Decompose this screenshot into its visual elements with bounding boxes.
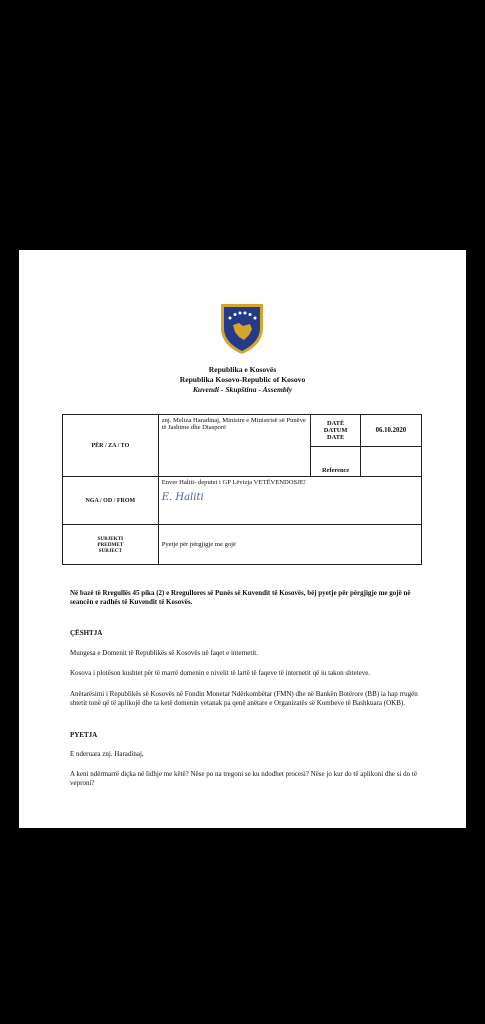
date-label-2: DATUM [323, 427, 348, 434]
date-label-1: DATË [326, 420, 345, 427]
section1-paragraph-3: Anëtarësimi i Republikës së Kosovës në Fondin Monetar Ndërkombëtar (FMN) dhe në Bankën Botërore (BB) ia hap rrugën shtetit tonë që të aplikojë dhe ta ketë domenin vetanak pa qenë anëtare e Organizatës së Kombeve të Bashkuara (OKB). [70, 690, 418, 707]
subject-label-2: PREDMET [97, 541, 124, 548]
section2-paragraph-1: E nderuara znj. Haradinaj, [70, 750, 144, 758]
kosovo-emblem-icon [219, 302, 265, 356]
section1-paragraph-2: Kosova i plotëson kushtet për të marrë domenin e nivelit të lartë të faqeve të internetit që iu takon shteteve. [70, 669, 371, 677]
header-line-3: Kuvendi - Skupština - Assembly [192, 385, 293, 394]
header-line-2: Republika Kosovo-Republic of Kosovo [179, 375, 306, 384]
section-heading-ceshtja: ÇËSHTJA [70, 629, 103, 637]
section-heading-pyetja: PYETJA [70, 731, 98, 739]
meta-table [62, 414, 422, 565]
from-value: Enver Haliti- deputet i GP Lëvizja VETËVENDOSJE! [161, 479, 306, 486]
subject-label-1: SUBJEKTI [97, 535, 124, 542]
header-line-1: Republika e Kosovës [208, 365, 277, 374]
document-page [19, 250, 466, 828]
section1-paragraph-1: Mungesa e Domenit të Republikës së Kosovës në faqet e internetit. [70, 649, 258, 657]
subject-label [63, 525, 159, 565]
to-value: znj. Meliza Haradinaj, Ministre e Ministrisë së Punëve të Jashtme dhe Diasporë [158, 415, 311, 477]
reference-value [360, 447, 421, 477]
date-label-3: DATE [326, 434, 345, 441]
signature: E. Haliti [161, 492, 204, 503]
from-label: NGA / OD / FROM [63, 477, 159, 525]
subject-label-3: SUBJECT [98, 547, 123, 554]
reference-label: Reference [311, 447, 360, 477]
intro-paragraph: Në bazë të Rregullës 45 pika (2) e Rregullores së Punës së Kuvendit të Kosovës, bëj pyetje për përgjigje me gojë në seancën e radhës të Kuvendit të Kosovës. [70, 589, 411, 606]
date-label [311, 415, 360, 447]
from-cell [158, 477, 421, 525]
to-label: PËR / ZA / TO [63, 415, 159, 477]
date-value: 06.10.2020 [360, 415, 421, 447]
subject-value: Pyetje për përgjigje me gojë [158, 525, 421, 565]
section2-paragraph-2: A keni ndërmarrë diçka në lidhje me këtë? Nëse po na tregoni se ku ndodhet procesi? Nëse jo kur do të aplikoni dhe si do të veproni? [70, 770, 417, 787]
